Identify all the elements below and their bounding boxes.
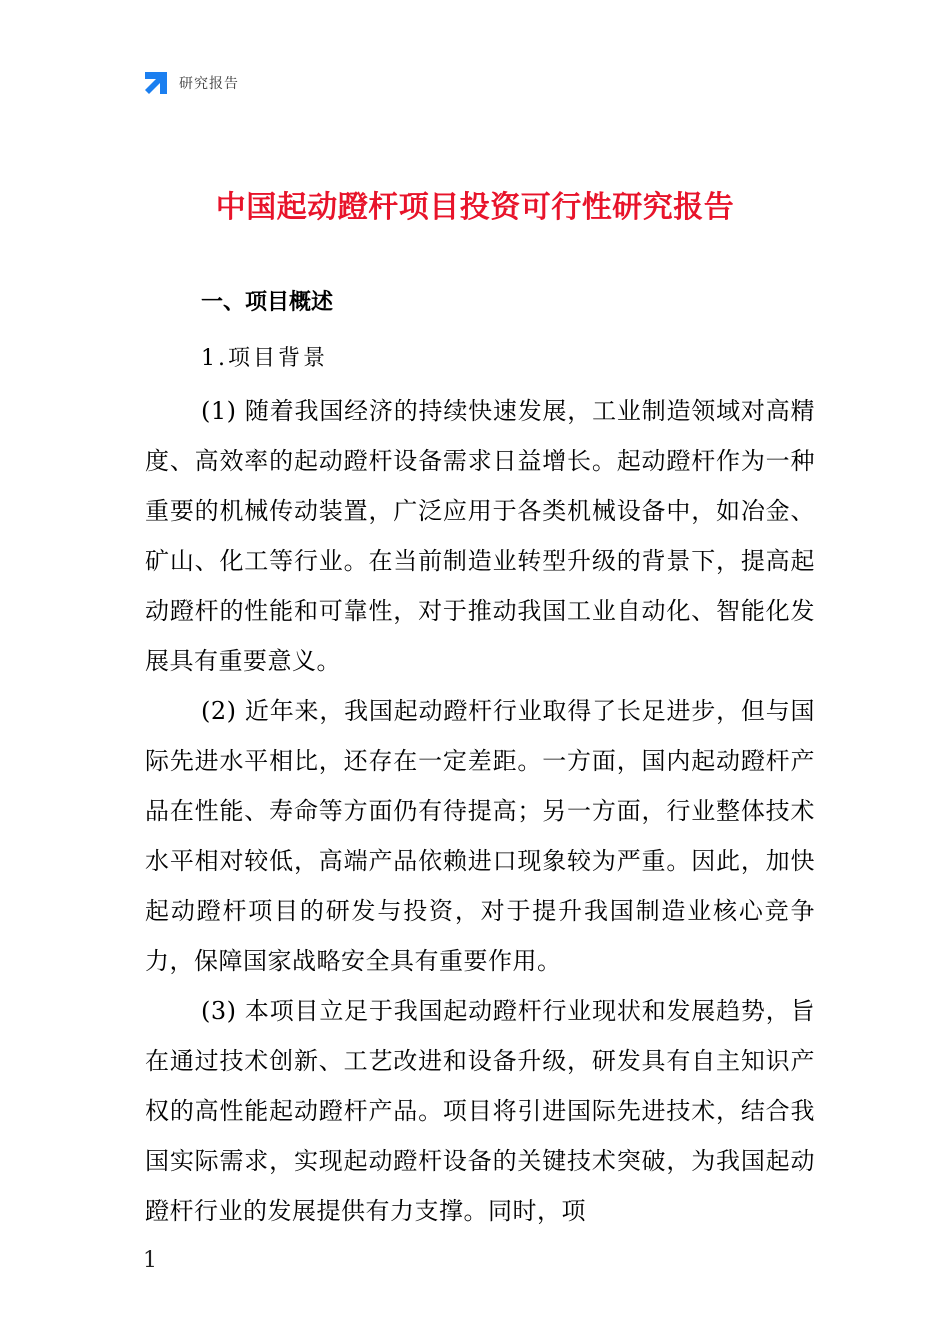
sub-heading: 1.项目背景 xyxy=(201,346,328,371)
paragraph-1: (1) 随着我国经济的持续快速发展，工业制造领域对高精度、高效率的起动蹬杆设备需求日益增长。起动蹬杆作为一种重要的机械传动装置，广泛应用于各类机械设备中，如冶金、矿山、化工等行业。在当前制造业转型升级的背景下，提高起动蹬杆的性能和可靠性，对于推动我国工业自动化、智能化发展具有重要意义。 xyxy=(145,397,815,675)
paragraph-2: (2) 近年来，我国起动蹬杆行业取得了长足进步，但与国际先进水平相比，还存在一定差距。一方面，国内起动蹬杆产品在性能、寿命等方面仍有待提高；另一方面，行业整体技术水平相对较低，高端产品依赖进口现象较为严重。因此，加快起动蹬杆项目的研发与投资，对于提升我国制造业核心竞争力，保障国家战略安全具有重要作用。 xyxy=(145,697,815,975)
page-header xyxy=(143,68,239,98)
document-body xyxy=(145,284,815,1236)
header-label: 研究报告 xyxy=(179,76,239,92)
document-title: 中国起动蹬杆项目投资可行性研究报告 xyxy=(215,190,735,225)
page-number: 1 xyxy=(143,1248,157,1273)
section-heading: 一、项目概述 xyxy=(201,290,334,315)
arrow-up-right-icon xyxy=(143,70,169,96)
paragraph-3: (3) 本项目立足于我国起动蹬杆行业现状和发展趋势，旨在通过技术创新、工艺改进和设备升级，研发具有自主知识产权的高性能起动蹬杆产品。项目将引进国际先进技术，结合我国实际需求，实现起动蹬杆设备的关键技术突破，为我国起动蹬杆行业的发展提供有力支撑。同时，项 xyxy=(145,997,815,1225)
